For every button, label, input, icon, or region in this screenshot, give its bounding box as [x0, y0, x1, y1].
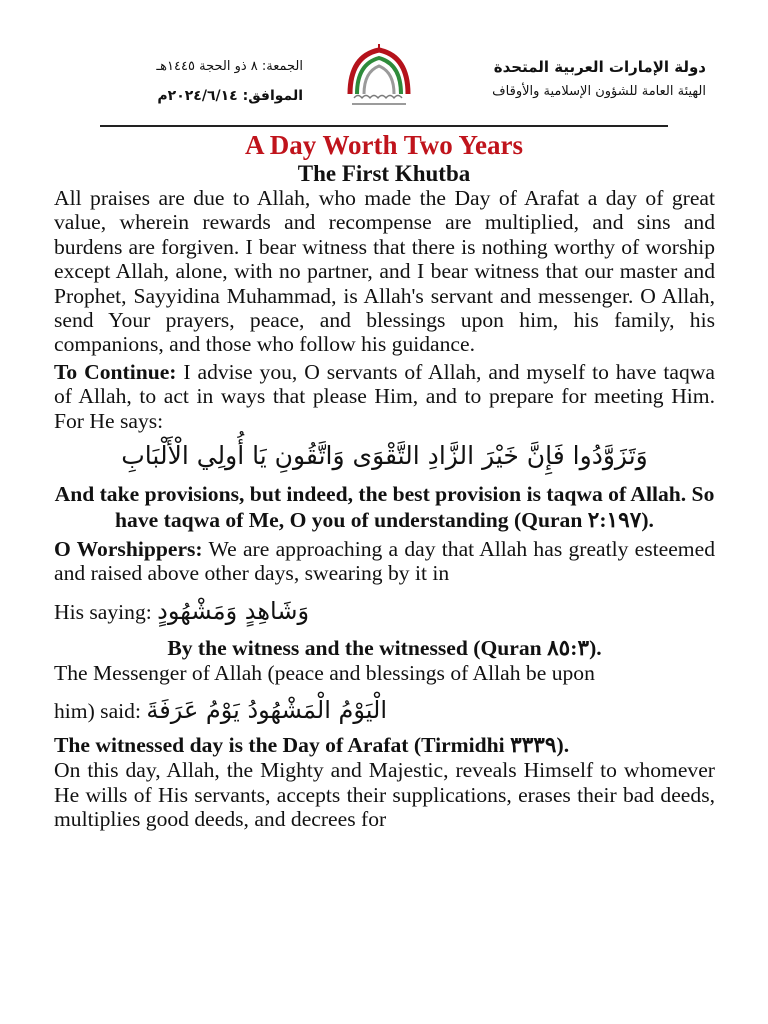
hadith-arabic: الْيَوْمُ الْمَشْهُودُ يَوْمُ عَرَفَةَ	[146, 696, 387, 725]
opening-paragraph: All praises are due to Allah, who made the Day of Arafat a day of great value, wherein rewards and recompense are multiplied, and sins and burdens are forgiven. I bear witness that there is nothing worthy of worship except Allah, alone, with no partner, and I bear witness that our master and Prophet, Sayyidina Muhammad, is Allah's servant and messenger. O Allah, send Your prayers, peace, and blessings upon him, his family, his companions, and those who follow his guidance.	[54, 186, 715, 357]
worshippers-lead: O Worshippers:	[54, 537, 203, 562]
sermon-body	[54, 186, 715, 832]
witness-verse-arabic: وَشَاهِدٍ وَمَشْهُودٍ	[157, 596, 310, 625]
said-text: him) said:	[54, 699, 147, 724]
witness-verse-translation: By the witness and the witnessed (Quran ٨٥:٣).	[167, 635, 602, 660]
authority-name: الهيئة العامة للشؤون الإسلامية والأوقاف	[492, 84, 706, 99]
date-block	[128, 56, 303, 108]
gregorian-date: الموافق: ٢٠٢٤/٦/١٤م	[157, 88, 303, 104]
continue-lead: To Continue:	[54, 359, 177, 384]
hadith-translation: The witnessed day is the Day of Arafat (Tirmidhi ٣٣٣٩).	[54, 733, 570, 758]
hadith-line	[54, 685, 715, 736]
messenger-paragraph: The Messenger of Allah (peace and blessings of Allah be upon	[54, 660, 595, 685]
worshippers-paragraph	[54, 537, 715, 586]
document-header	[0, 0, 768, 130]
quran-verse-arabic: وَتَزَوَّدُوا فَإِنَّ خَيْرَ الزَّادِ التَّقْوَى وَاتَّقُونِ يَا أُولِي الْأَلْبَابِ	[121, 441, 648, 471]
saying-line	[54, 586, 715, 637]
continue-text: I advise you, O servants of Allah, and myself to have taqwa of Allah, to act in ways that please Him, and to prepare for meeting Him. For He says:	[54, 359, 715, 433]
continue-paragraph	[54, 360, 715, 433]
country-name: دولة الإمارات العربية المتحدة	[493, 58, 706, 76]
sermon-subtitle: The First Khutba	[297, 161, 471, 186]
header-divider	[100, 125, 668, 127]
saying-text: His saying:	[54, 599, 158, 624]
arafat-paragraph: On this day, Allah, the Mighty and Majestic, reveals Himself to whomever He wills of His servants, accepts their supplications, erases their bad deeds, multiplies good deeds, and decrees for	[54, 758, 715, 832]
mosque-dome-logo-icon	[340, 42, 418, 114]
quran-verse-translation: And take provisions, but indeed, the best provision is taqwa of Allah. So have taqwa of Me, O you of understanding (Quran ٢:١٩٧).	[54, 482, 715, 533]
worshippers-text: We are approaching a day that Allah has greatly esteemed and raised above other days, swearing by it in	[54, 537, 715, 586]
hijri-date: الجمعة: ٨ ذو الحجة ١٤٤٥هـ	[156, 59, 303, 74]
sermon-title: A Day Worth Two Years	[244, 130, 523, 160]
organization-block	[492, 56, 706, 104]
